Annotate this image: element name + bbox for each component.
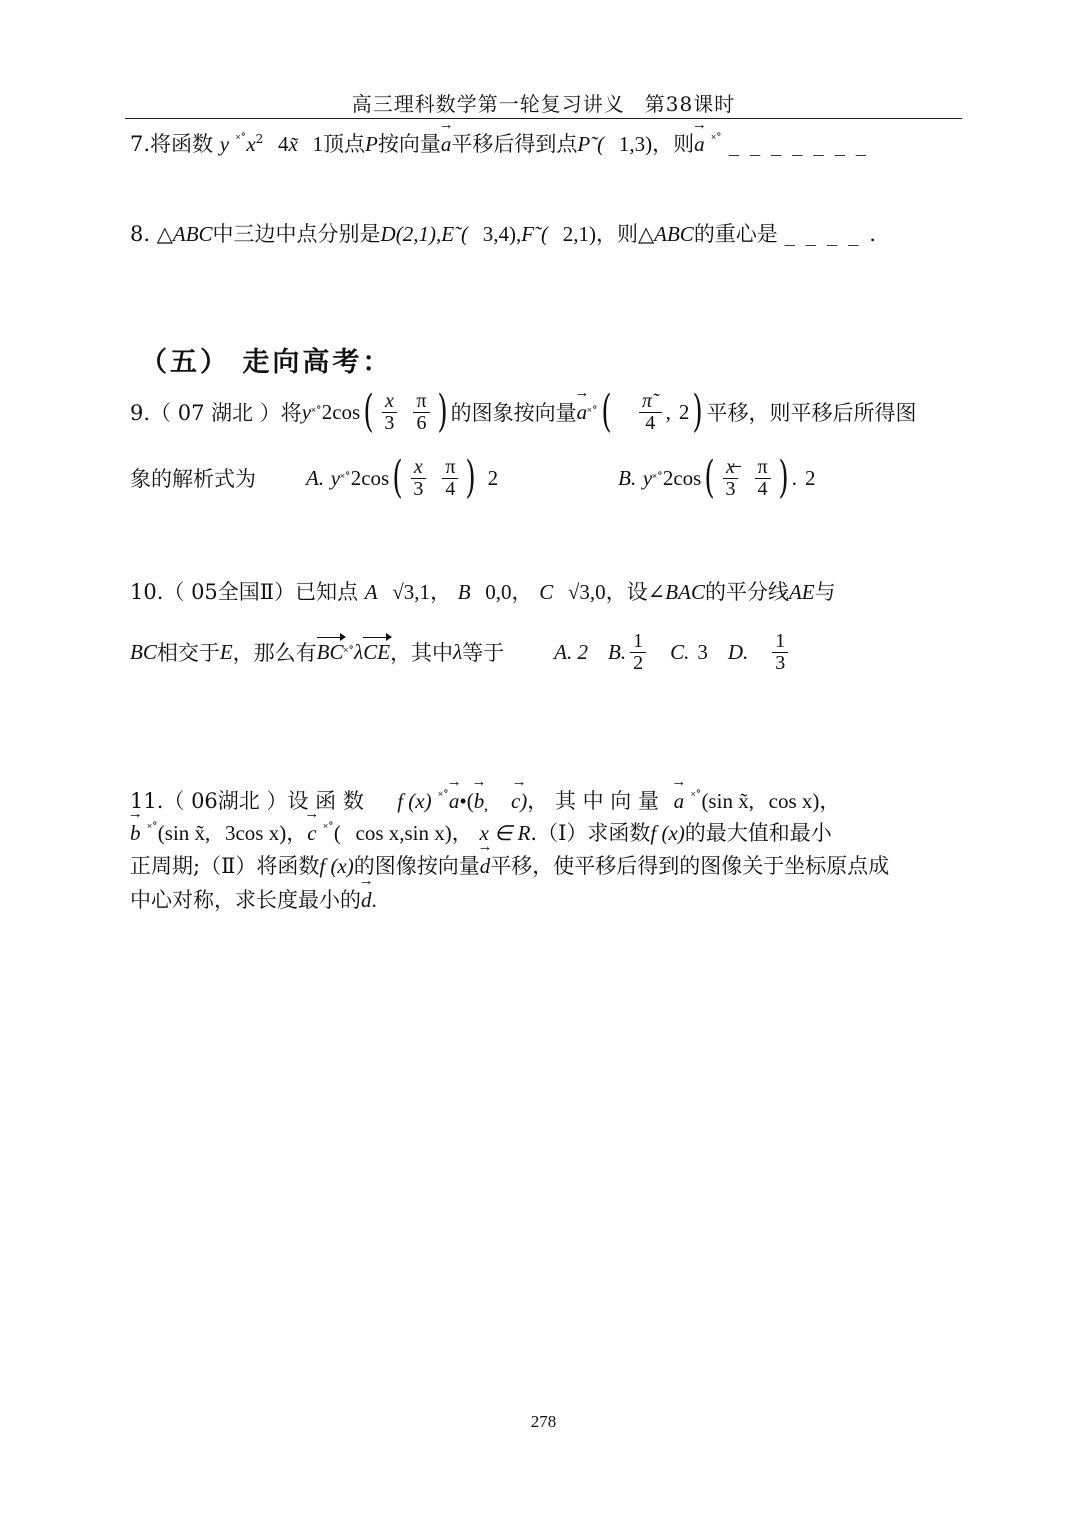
header-title: 高三理科数学第一轮复习讲义	[351, 92, 625, 116]
q9-eq2: ˟˚	[587, 404, 598, 419]
q9-frac-vpi: $\frac{\pi˜}{4}$	[639, 391, 662, 434]
q9-optA-frac-pi: $\frac{\pi}{4}$	[442, 457, 458, 500]
question-8	[130, 218, 878, 248]
question-10: 10.（ 05全国Ⅱ）已知点 A √3,1， B 0,0， C √3,0，设∠BAC的平分线AE与	[130, 580, 836, 604]
q10-optB: B.	[608, 639, 627, 664]
q10-num: 10.（ 05全国Ⅱ）已知点	[130, 580, 359, 604]
question-11-line2: → b ˟˚(sin x̃, 3cos x)，→ c ˟˚( cos x,sin x)， x ∈ R.（Ⅰ）求函数f (x)的最大值和最小	[130, 817, 832, 847]
q8-text2: ，则△	[595, 222, 655, 246]
header-rule	[125, 118, 962, 119]
q9-two: 2	[678, 399, 690, 424]
q9-cos: 2cos	[321, 399, 361, 424]
q10-optB-frac: $\frac{1}{2}$	[630, 631, 646, 674]
question-7	[130, 128, 868, 158]
q8-ABC: ABC	[172, 222, 213, 246]
q9-text2: 平移，则平移后所得图	[706, 401, 917, 425]
q9-text1: 的图象按向量	[450, 401, 577, 425]
q8-text3: 的重心是	[693, 222, 778, 246]
q10-optD: D.	[727, 639, 749, 664]
q7-vec-a: → a	[441, 132, 452, 157]
q7-exp: 2	[255, 132, 264, 146]
q9-vec-a: → a	[577, 400, 588, 425]
page-header	[0, 88, 1087, 117]
question-10-line2: BC 相交于 E ，那么有 BC ˟˚ λ CE ，其中 λ 等于 A. 2 B. $\frac{1}{2}$ C. 3 D. $\frac{1}{3}$	[130, 622, 792, 682]
q9-optB-label: B.	[618, 465, 637, 490]
q9-line2: 象的解析式为	[130, 467, 256, 491]
q7-xv: x̃	[288, 132, 298, 156]
q10-optA: A. 2	[554, 639, 588, 664]
q7-text2: 按向量	[377, 132, 441, 156]
question-11: 11.（ 06湖北 ）设 函 数 f (x) ˟˚→ a•(→ b̦ → c)， 其 中 向 量 → a ˟˚(sin x̃, cos x)，	[130, 785, 840, 815]
q7-num: 7.将函数	[130, 132, 214, 156]
page-number: 278	[530, 1412, 557, 1431]
q7-P: P	[365, 132, 378, 156]
q7-4: 4	[278, 132, 289, 156]
q9-optB-frac-pi: $\frac{\pi}{4}$	[755, 457, 771, 500]
q7-y: y	[219, 132, 230, 156]
q10-optD-frac: $\frac{1}{3}$	[772, 631, 788, 674]
header-lesson: 第38课时	[644, 92, 736, 116]
q7-eq: ˟˚	[235, 132, 247, 146]
question-9-options: 象的解析式为 A. y ˟˚ 2cos ( $\frac{x}{3}$ $\frac{\pi}{4}$ ) 2 B. y ˟˚ 2cos ( $\frac{x̶}{3}$ $\frac{\pi}{4}$ ) . 2	[130, 452, 816, 503]
q7-text1: 顶点	[323, 132, 366, 156]
q8-E: E˜(	[441, 222, 469, 246]
question-11-line4: 中心对称，求长度最小的→ d.	[130, 884, 377, 914]
q9-eq: ˟˚	[311, 404, 322, 419]
q10-vec-BC: BC	[316, 639, 344, 664]
q9-frac-x: $\frac{x}{3}$	[381, 391, 397, 434]
q8-Fv: 2,1)	[562, 222, 596, 246]
q9-frac-pi: $\frac{\pi}{6}$	[413, 391, 429, 434]
q8-Ev: 3,4),	[482, 222, 522, 246]
q9-optB-frac-x: $\frac{x̶}{3}$	[723, 457, 739, 500]
q10-vec-CE: CE	[363, 639, 391, 664]
q7-text4: ，则	[652, 132, 695, 156]
q7-one: 1	[312, 132, 324, 156]
q8-blank: _ _ _ _ .	[784, 222, 878, 246]
q7-coords: 1,3)	[618, 132, 653, 156]
q10-optC: C.	[670, 639, 690, 664]
question-9: 9.（ 07 湖北 ）将 y ˟˚ 2cos ( $\frac{x}{3}$ $\frac{\pi}{6}$ ) 的图象按向量 → a ˟˚ ( $\frac{\pi˜}{4}$ , 2 ) 平移，则平移后所得图	[130, 382, 917, 442]
q8-F: F˜(	[521, 222, 549, 246]
q7-x: x	[246, 132, 256, 156]
q7-Pp: P˜(	[577, 132, 605, 156]
q7-eq2: ˟˚	[711, 132, 722, 146]
q7-blank: _ _ _ _ _ _ _	[728, 132, 869, 156]
q8-ABC2: ABC	[654, 222, 694, 246]
q7-text3: 平移后得到点	[451, 132, 578, 156]
q9-num: 9.（ 07 湖北 ）将	[130, 401, 302, 425]
q8-D: D(2,1),	[380, 222, 442, 246]
q7-vec-a2: → a	[694, 132, 705, 157]
q8-num: 8. △	[130, 222, 173, 246]
section-title: （五） 走向高考：	[140, 347, 393, 378]
q9-optA-frac-x: $\frac{x}{3}$	[410, 457, 426, 500]
q9-optA-label: A.	[306, 465, 325, 490]
q8-text1: 中三边中点分别是	[212, 222, 381, 246]
question-11-line3: 正周期;（Ⅱ）将函数f (x)的图像按向量→ d平移，使平移后得到的图像关于坐标原点成	[130, 850, 889, 880]
q9-y: y	[301, 399, 312, 424]
